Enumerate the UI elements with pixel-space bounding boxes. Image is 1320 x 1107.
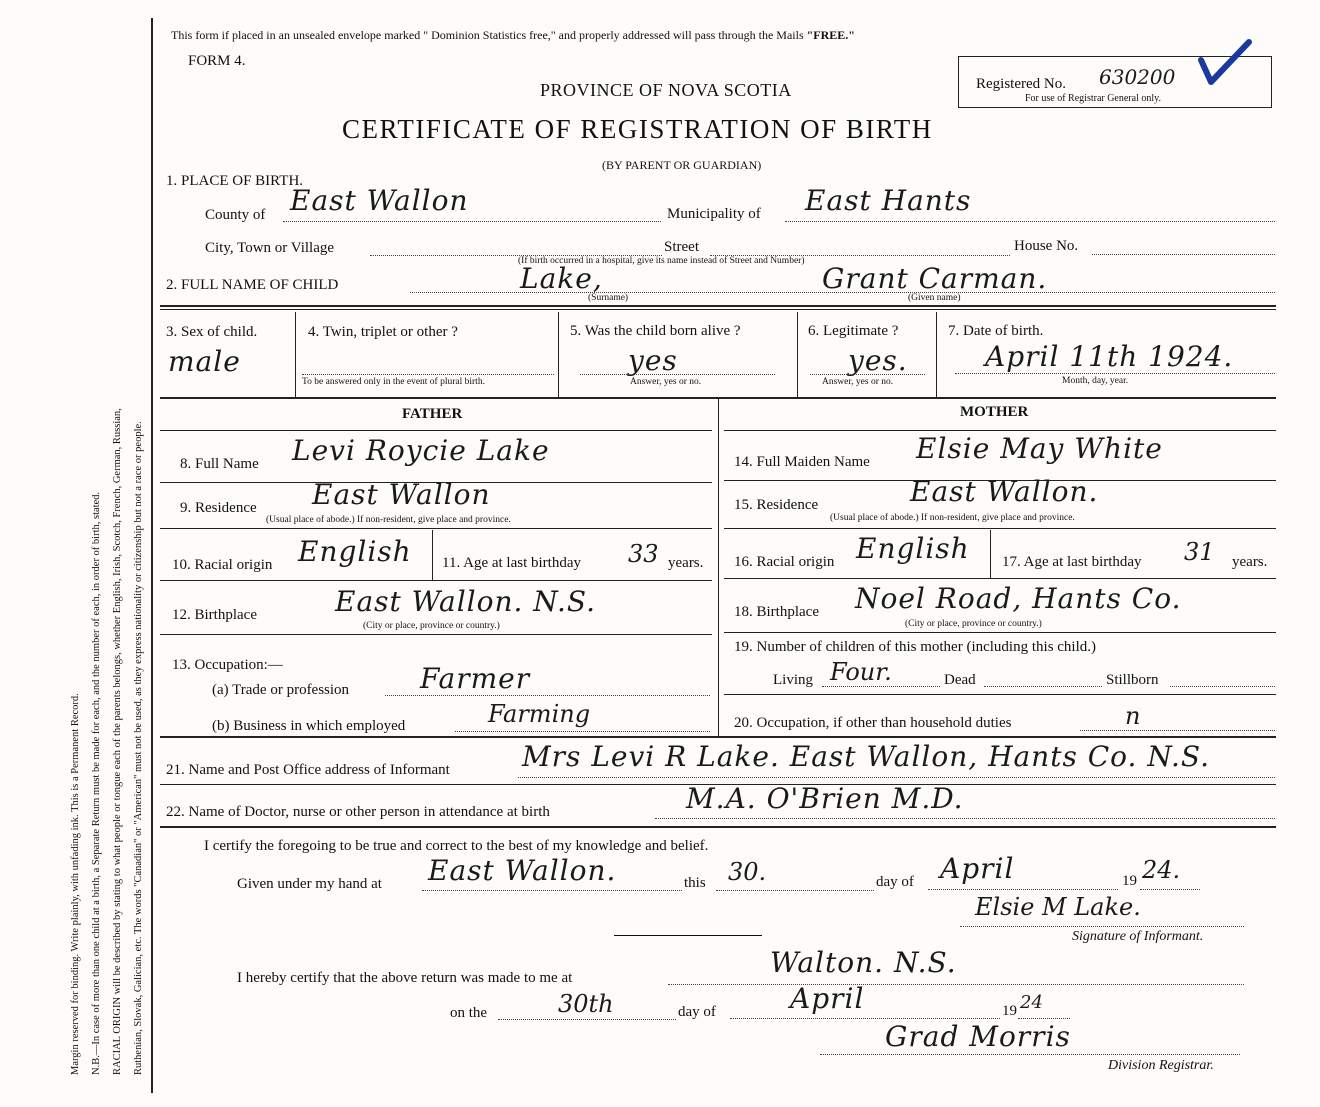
day-value: 30. xyxy=(728,858,767,886)
month-value: April xyxy=(940,852,1015,885)
mother-name-value: Elsie May White xyxy=(916,432,1163,465)
sex-value: male xyxy=(168,345,241,378)
county-value: East Wallon xyxy=(290,184,469,217)
division-registrar-caption: Division Registrar. xyxy=(1108,1058,1214,1073)
legitimate-label: 6. Legitimate ? xyxy=(808,323,899,339)
doctor-label: 22. Name of Doctor, nurse or other person in attendance at birth xyxy=(166,804,550,820)
father-residence-label: 9. Residence xyxy=(180,500,257,516)
province-heading: PROVINCE OF NOVA SCOTIA xyxy=(540,80,792,100)
municipality-value: East Hants xyxy=(805,184,972,217)
mother-birthplace-label: 18. Birthplace xyxy=(734,604,819,620)
on-the-label: on the xyxy=(450,1005,488,1021)
margin-note-separate-return: N.B.—In case of more than one child at a birth, a Separate Return must be made for each, and the number of each, in order of birth, stated. xyxy=(91,491,102,1075)
mother-birthplace-caption: (City or place, province or country.) xyxy=(905,619,1042,629)
father-racial-label: 10. Racial origin xyxy=(172,557,273,573)
living-label: Living xyxy=(773,672,813,688)
sex-label: 3. Sex of child. xyxy=(166,324,258,340)
mother-birthplace-value: Noel Road, Hants Co. xyxy=(855,582,1182,615)
mother-occupation-label: 20. Occupation, if other than household duties xyxy=(734,715,1012,731)
father-birthplace-caption: (City or place, province or country.) xyxy=(363,621,500,631)
separator-line xyxy=(614,935,762,936)
father-racial-value: English xyxy=(298,535,412,568)
informant-signature: Elsie M Lake. xyxy=(975,893,1141,921)
father-residence-caption: (Usual place of abode.) If non-resident, give place and province. xyxy=(266,515,511,525)
registered-number: 630200 xyxy=(1099,65,1176,89)
child-given-name: Grant Carman. xyxy=(822,262,1048,295)
living-value: Four. xyxy=(830,658,892,686)
mother-residence-value: East Wallon. xyxy=(910,475,1099,508)
place-of-birth-heading: 1. PLACE OF BIRTH. xyxy=(166,173,304,189)
county-label: County of xyxy=(205,207,266,223)
divider-top-double xyxy=(160,305,1276,307)
legitimate-value: yes. xyxy=(848,344,908,377)
given-place: East Wallon. xyxy=(428,854,617,887)
twin-label: 4. Twin, triplet or other ? xyxy=(308,324,458,340)
margin-note-racial-origin-cont: Ruthenian, Slovak, Galician, etc. The words "Canadian" or "American" must not be used, as they express nationality or citizenship but not a race or people. xyxy=(133,421,144,1075)
margin-note-binding: Margin reserved for binding. Write plainly, with unfading ink. This is a Permanent Record. xyxy=(70,693,81,1075)
year-value: 24. xyxy=(1142,856,1181,884)
surname-caption: (Surname) xyxy=(588,293,629,303)
child-name-line xyxy=(410,292,1275,293)
mother-residence-label: 15. Residence xyxy=(734,497,819,513)
mother-age-unit: years. xyxy=(1232,554,1268,570)
alive-caption: Answer, yes or no. xyxy=(630,377,702,387)
legitimate-caption: Answer, yes or no. xyxy=(822,377,894,387)
father-business-label: (b) Business in which employed xyxy=(212,718,406,734)
registrar-day: 30th xyxy=(558,990,614,1018)
mother-heading: MOTHER xyxy=(960,404,1029,420)
stillborn-label: Stillborn xyxy=(1106,672,1159,688)
father-heading: FATHER xyxy=(402,406,463,422)
mail-notice: This form if placed in an unsealed envelope marked " Dominion Statistics free," and properly addressed will pass through the Mails "FREE." xyxy=(171,28,855,42)
certificate-title: CERTIFICATE OF REGISTRATION OF BIRTH xyxy=(342,114,933,144)
dob-value: April 11th 1924. xyxy=(985,340,1234,373)
certification-statement: I certify the foregoing to be true and correct to the best of my knowledge and belief. xyxy=(204,838,709,854)
registrar-statement: I hereby certify that the above return was made to me at xyxy=(237,970,573,986)
mother-racial-value: English xyxy=(856,532,970,565)
checkmark-icon xyxy=(1195,38,1255,88)
father-business-value: Farming xyxy=(488,700,591,728)
father-birthplace-label: 12. Birthplace xyxy=(172,607,257,623)
city-label: City, Town or Village xyxy=(205,240,335,256)
registrar-day-of-label: day of xyxy=(678,1004,716,1020)
mother-racial-label: 16. Racial origin xyxy=(734,554,835,570)
alive-value: yes xyxy=(628,344,678,377)
house-line xyxy=(1092,254,1275,255)
registered-label: Registered No. xyxy=(976,76,1066,92)
mother-age-value: 31 xyxy=(1184,538,1215,566)
dob-label: 7. Date of birth. xyxy=(948,323,1044,339)
father-residence-value: East Wallon xyxy=(312,478,491,511)
dead-label: Dead xyxy=(944,672,976,688)
father-occupation-label: 13. Occupation:— xyxy=(172,657,283,673)
mother-children-label: 19. Number of children of this mother (including this child.) xyxy=(734,639,1097,655)
twin-note: To be answered only in the event of plural birth. xyxy=(302,377,485,387)
mother-name-label: 14. Full Maiden Name xyxy=(734,454,870,470)
street-label: Street xyxy=(664,239,699,255)
registrar-signature: Grad Morris xyxy=(885,1020,1071,1053)
father-trade-label: (a) Trade or profession xyxy=(212,682,350,698)
registrar-general-note: For use of Registrar General only. xyxy=(1025,93,1161,104)
father-trade-value: Farmer xyxy=(420,662,531,695)
father-birthplace-value: East Wallon. N.S. xyxy=(335,585,596,618)
form-number: FORM 4. xyxy=(188,53,246,69)
house-label: House No. xyxy=(1014,238,1079,254)
margin-border xyxy=(151,18,153,1093)
this-label: this xyxy=(684,875,706,891)
day-of-label: day of xyxy=(876,874,914,890)
given-label: Given under my hand at xyxy=(237,876,382,892)
registrar-year-prefix: 19 xyxy=(1002,1003,1017,1019)
registrar-year: 24 xyxy=(1020,992,1043,1013)
informant-value: Mrs Levi R Lake. East Wallon, Hants Co. N.S. xyxy=(522,740,1211,773)
mother-occupation-value: n xyxy=(1125,702,1141,730)
registrar-place: Walton. N.S. xyxy=(770,946,957,979)
father-name-label: 8. Full Name xyxy=(180,456,259,472)
father-age-unit: years. xyxy=(668,555,704,571)
registrar-month: April xyxy=(790,982,865,1015)
father-age-value: 33 xyxy=(628,540,659,568)
mother-residence-caption: (Usual place of abode.) If non-resident, give place and province. xyxy=(830,513,1075,523)
hospital-note: (If birth occurred in a hospital, give its name instead of Street and Number) xyxy=(518,256,805,266)
alive-label: 5. Was the child born alive ? xyxy=(570,323,741,339)
column-divider xyxy=(718,399,719,736)
municipality-label: Municipality of xyxy=(667,206,761,222)
county-line xyxy=(283,221,661,222)
father-age-label: 11. Age at last birthday xyxy=(442,555,581,571)
father-name-value: Levi Roycie Lake xyxy=(292,434,550,467)
child-surname: Lake, xyxy=(520,262,603,295)
mother-age-label: 17. Age at last birthday xyxy=(1002,554,1142,570)
informant-label: 21. Name and Post Office address of Informant xyxy=(166,762,450,778)
child-name-label: 2. FULL NAME OF CHILD xyxy=(166,277,339,293)
municipality-line xyxy=(785,221,1275,222)
doctor-value: M.A. O'Brien M.D. xyxy=(686,782,964,815)
signature-caption: Signature of Informant. xyxy=(1072,929,1204,944)
margin-note-racial-origin: RACIAL ORIGIN will be described by stating to what people or tongue each of the parents belongs, whether English, Irish, Scotch, French, German, Russian, xyxy=(112,408,123,1075)
year-prefix: 19 xyxy=(1122,873,1137,889)
dob-caption: Month, day, year. xyxy=(1062,376,1129,386)
given-caption: (Given name) xyxy=(908,293,961,303)
certificate-subtitle: (BY PARENT OR GUARDIAN) xyxy=(602,158,762,172)
